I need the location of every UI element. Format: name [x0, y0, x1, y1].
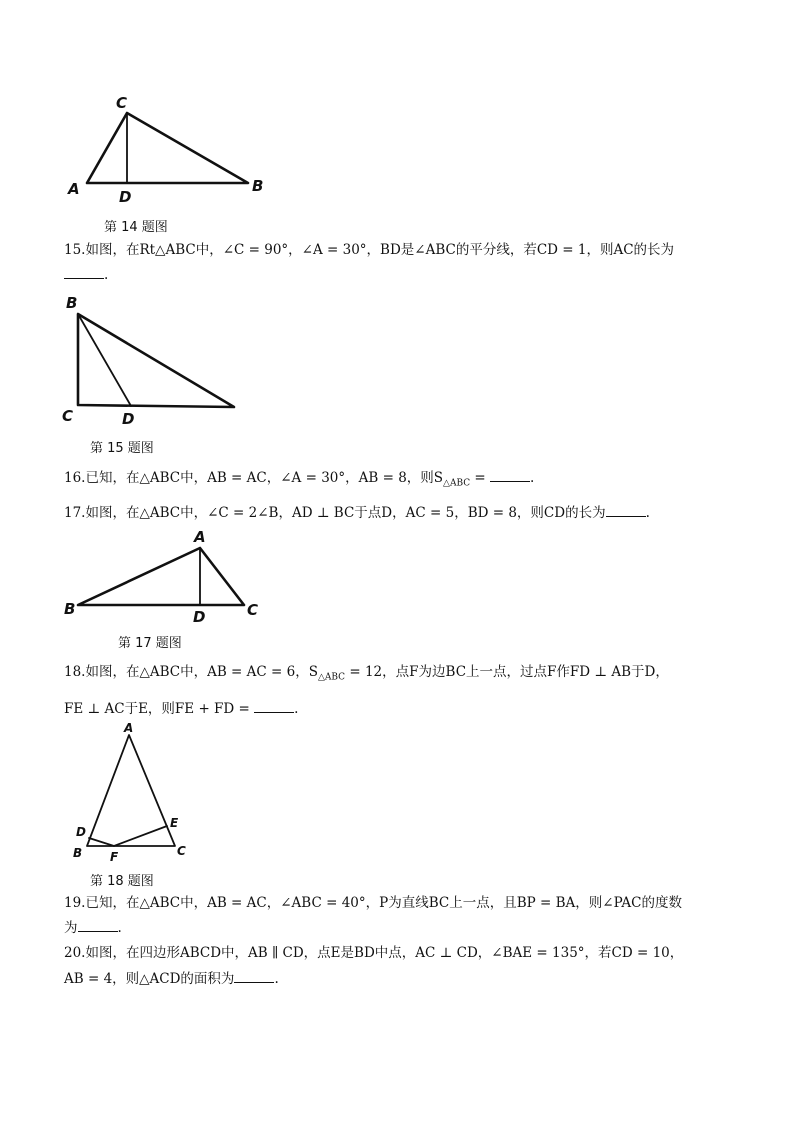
point-label-f: F [110, 850, 119, 864]
perpendicular-fd-fe-18 [89, 826, 167, 846]
triangle-abc-17 [78, 548, 244, 605]
answer-blank-19 [78, 917, 118, 932]
question-18-text-a: 18.如图，在△ABC中，AB = AC = 6，S [64, 664, 318, 680]
question-16 [64, 467, 534, 494]
point-label-a: A [194, 528, 206, 546]
answer-blank-20 [234, 968, 274, 983]
triangle-abc-18 [87, 735, 175, 846]
bisector-bd-15 [78, 314, 131, 406]
question-19-line1 [64, 893, 682, 913]
point-label-c: C [116, 94, 128, 112]
answer-blank-18 [254, 698, 294, 713]
point-label-b: B [73, 846, 83, 860]
question-19-end: . [117, 920, 122, 936]
triangle-abc-14 [87, 113, 248, 183]
answer-blank-15 [64, 264, 104, 279]
triangle-bcd-15 [78, 314, 234, 407]
point-label-d: D [76, 825, 86, 839]
point-label-d: D [193, 608, 206, 626]
figure-15-caption: 第 15 题图 [90, 441, 154, 456]
question-15-line1 [64, 240, 674, 260]
point-label-c: C [247, 601, 259, 619]
question-15-line2 [64, 264, 108, 285]
question-20-end: . [274, 971, 279, 987]
answer-blank-17 [606, 502, 646, 517]
figure-14-triangle [60, 90, 280, 205]
question-19-line2 [64, 917, 122, 938]
point-label-c: C [62, 407, 74, 425]
figure-17-caption: 第 17 题图 [118, 636, 182, 651]
point-label-b: B [64, 600, 76, 618]
question-16-end: . [530, 470, 535, 486]
question-20-line1 [64, 943, 683, 963]
answer-blank-16 [490, 467, 530, 482]
question-15-text: 15.如图，在Rt△ABC中，∠C = 90°，∠A = 30°，BD是∠ABC的平分线，若CD = 1，则AC的长为 [64, 242, 675, 258]
question-19-text-2: 为 [64, 920, 78, 936]
figure-18-caption: 第 18 题图 [90, 874, 154, 889]
question-20-line2 [64, 968, 279, 989]
point-label-c: C [177, 844, 186, 858]
figure-15-triangle [58, 290, 248, 430]
point-label-d: D [122, 410, 135, 428]
question-16-sub: △ABC [443, 478, 471, 489]
point-label-a: A [68, 180, 80, 198]
question-20-text-2: AB = 4，则△ACD的面积为 [64, 971, 235, 987]
question-19-text: 19.已知，在△ABC中，AB = AC，∠ABC = 40°，P为直线BC上一点，且BP = BA，则∠PAC的度数 [64, 895, 683, 911]
point-label-e: E [170, 816, 179, 830]
point-label-d: D [119, 188, 132, 205]
question-17-end: . [645, 505, 650, 521]
question-20-text: 20.如图，在四边形ABCD中，AB ∥ CD，点E是BD中点，AC ⊥ CD，∠BAE = 135°，若CD = 10， [64, 945, 684, 961]
point-label-a: A [124, 721, 134, 735]
figure-17-triangle [60, 528, 270, 628]
question-16-text: 16.已知，在△ABC中，AB = AC，∠A = 30°，AB = 8，则S [64, 470, 444, 486]
point-label-b: B [66, 294, 78, 312]
question-18-sub: △ABC [317, 672, 346, 683]
question-18-text-c: FE ⊥ AC于E，则FE + FD = [64, 701, 255, 717]
figure-14-caption: 第 14 题图 [104, 220, 168, 235]
question-17-text: 17.如图，在△ABC中，∠C = 2∠B，AD ⊥ BC于点D，AC = 5，BD = 8，则CD的长为 [64, 505, 606, 521]
question-18-end: . [294, 701, 299, 717]
question-15-end: . [104, 267, 109, 283]
question-16-after: = [470, 470, 491, 486]
question-18-line1 [64, 662, 669, 688]
question-17 [64, 502, 650, 523]
question-18-text-b: = 12，点F为边BC上一点，过点F作FD ⊥ AB于D， [345, 664, 669, 680]
figure-18-triangle [70, 718, 200, 866]
question-18-line2 [64, 698, 298, 719]
point-label-b: B [252, 177, 264, 195]
